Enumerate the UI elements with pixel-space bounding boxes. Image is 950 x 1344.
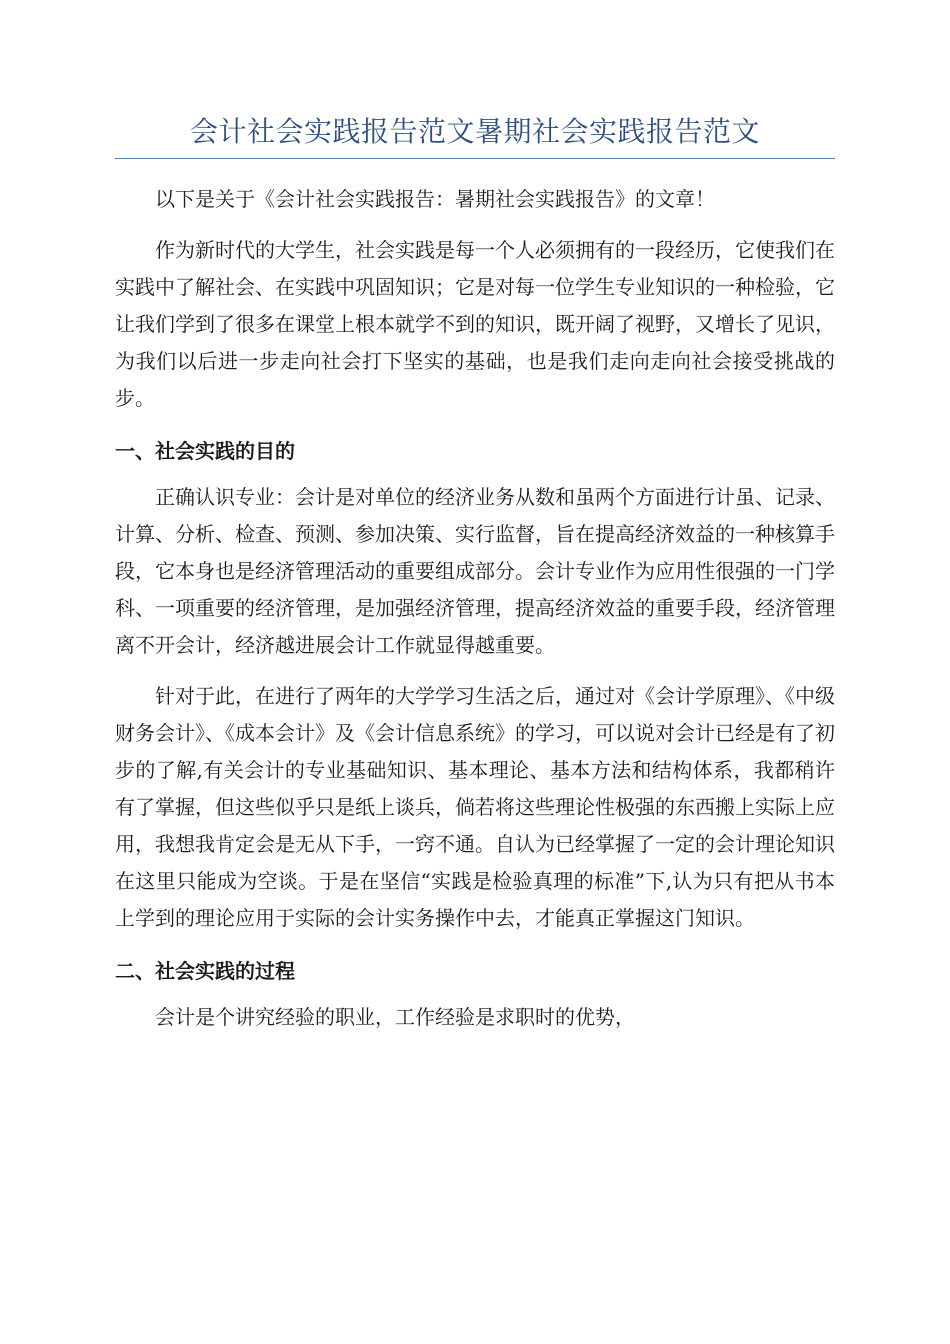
intro-paragraph: 以下是关于《会计社会实践报告：暑期社会实践报告》的文章！: [155, 187, 715, 211]
section-heading: 二、社会实践的过程: [115, 959, 295, 983]
document-page: [115, 110, 835, 1036]
document-title: 会计社会实践报告范文暑期社会实践报告范文: [115, 110, 835, 159]
body-paragraph: 作为新时代的大学生，社会实践是每一个人必须拥有的一段经历，它使我们在实践中了解社会、在实践中巩固知识；它是对每一位学生专业知识的一种检验，它让我们学到了很多在课堂上根本就学不到的知识，既开阔了视野，又增长了见识，为我们以后进一步走向社会打下坚实的基础，也是我们走向走向社会接受挑战的步。: [115, 238, 835, 410]
section-heading: 一、社会实践的目的: [115, 439, 295, 463]
body-paragraph: 会计是个讲究经验的职业，工作经验是求职时的优势，: [155, 1005, 635, 1029]
body-paragraph: 针对于此，在进行了两年的大学学习生活之后，通过对《会计学原理》、《中级财务会计》、《成本会计》及《会计信息系统》的学习，可以说对会计已经是有了初步的了解,有关会计的专业基础知识、基本理论、基本方法和结构体系，我都稍许有了掌握，但这些似乎只是纸上谈兵，倘若将这些理论性极强的东西搬上实际上应用，我想我肯定会是无从下手，一窍不通。自认为已经掌握了一定的会计理论知识在这里只能成为空谈。于是在坚信“实践是检验真理的标准”下,认为只有把从书本上学到的理论应用于实际的会计实务操作中去，才能真正掌握这门知识。: [115, 684, 835, 930]
body-paragraph: 正确认识专业：会计是对单位的经济业务从数和虽两个方面进行计虽、记录、计算、分析、检查、预测、参加决策、实行监督，旨在提高经济效益的一种核算手段，它本身也是经济管理活动的重要组成部分。会计专业作为应用性很强的一门学科、一项重要的经济管理，是加强经济管理，提高经济效益的重要手段，经济管理离不开会计，经济越进展会计工作就显得越重要。: [115, 485, 835, 657]
